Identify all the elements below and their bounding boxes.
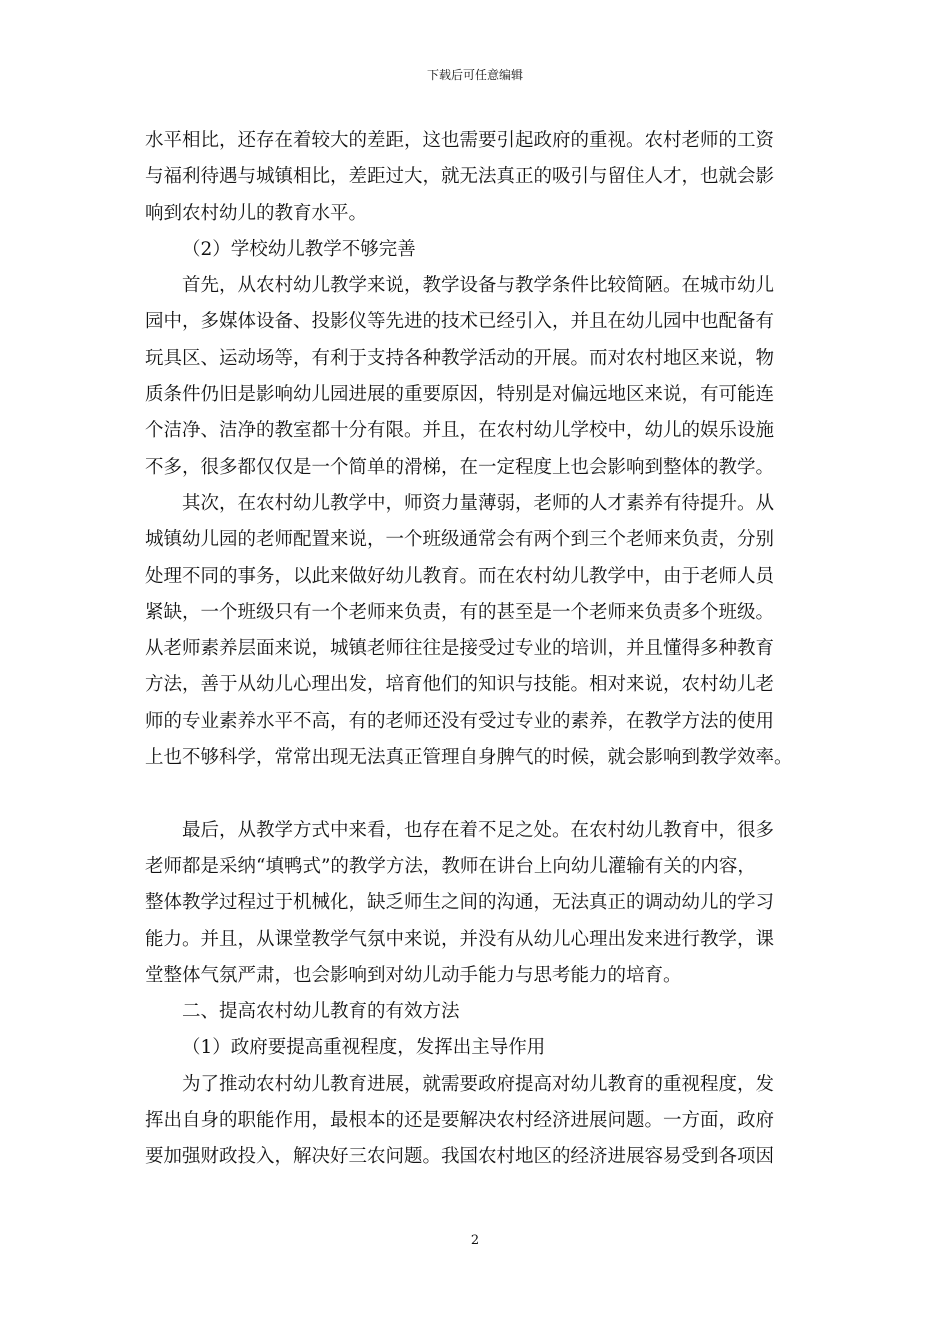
page-number: 2 <box>470 1233 480 1248</box>
text-line: 整体教学过程过于机械化，缺乏师生之间的沟通，无法真正的调动幼儿的学习 <box>145 892 775 914</box>
text-line: 从老师素养层面来说，城镇老师往往是接受过专业的培训，并且懂得多种教育 <box>145 638 775 660</box>
text-line: 响到农村幼儿的教育水平。 <box>145 202 368 224</box>
text-line: 水平相比，还存在着较大的差距，这也需要引起政府的重视。农村老师的工资 <box>145 130 775 151</box>
text-line: 挥出自身的职能作用，最根本的还是要解决农村经济进展问题。一方面，政府 <box>145 1110 775 1132</box>
text-line: 玩具区、运动场等，有利于支持各种教学活动的开展。而对农村地区来说，物 <box>145 347 775 369</box>
text-line: 质条件仍旧是影响幼儿园进展的重要原因，特别是对偏远地区来说，有可能连 <box>145 384 775 406</box>
text-line: 首先，从农村幼儿教学来说，教学设备与教学条件比较简陋。在城市幼儿 <box>182 275 775 297</box>
text-line: 师的专业素养水平不高，有的老师还没有受过专业的素养，在教学方法的使用 <box>145 710 775 732</box>
text-line: 个洁净、洁净的教室都十分有限。并且，在农村幼儿学校中，幼儿的娱乐设施 <box>145 420 775 442</box>
text-line: 紧缺，一个班级只有一个老师来负责，有的甚至是一个老师来负责多个班级。 <box>145 601 775 623</box>
text-line: 老师都是采纳“填鸭式”的教学方法，教师在讲台上向幼儿灌输有关的内容， <box>145 855 756 877</box>
document-body <box>145 123 810 1176</box>
text-line: 与福利待遇与城镇相比，差距过大，就无法真正的吸引与留住人才，也就会影 <box>145 166 775 188</box>
text-line: 为了推动农村幼儿教育进展，就需要政府提高对幼儿教育的重视程度，发 <box>182 1073 775 1095</box>
text-line: 要加强财政投入，解决好三农问题。我国农村地区的经济进展容易受到各项因 <box>145 1146 775 1168</box>
subheading: （2）学校幼儿教学不够完善 <box>182 238 416 260</box>
text-line: 上也不够科学，常常出现无法真正管理自身脾气的时候，就会影响到教学效率。 <box>145 747 793 769</box>
text-line: 堂整体气氛严肃，也会影响到对幼儿动手能力与思考能力的培育。 <box>145 964 682 986</box>
text-line: 其次，在农村幼儿教学中，师资力量薄弱，老师的人才素养有待提升。从 <box>182 492 775 514</box>
text-line: 能力。并且，从课堂教学气氛中来说，并没有从幼儿心理出发来进行教学，课 <box>145 928 775 950</box>
section-heading: 二、提高农村幼儿教育的有效方法 <box>182 1001 460 1023</box>
page-header: 下载后可任意编辑 <box>426 68 523 82</box>
subheading: （1）政府要提高重视程度，发挥出主导作用 <box>182 1037 546 1059</box>
text-line: 城镇幼儿园的老师配置来说，一个班级通常会有两个到三个老师来负责，分别 <box>145 529 775 551</box>
text-line: 处理不同的事务，以此来做好幼儿教育。而在农村幼儿教学中，由于老师人员 <box>145 565 775 587</box>
text-line: 最后，从教学方式中来看，也存在着不足之处。在农村幼儿教育中，很多 <box>182 819 775 841</box>
text-line: 不多，很多都仅仅是一个简单的滑梯，在一定程度上也会影响到整体的教学。 <box>145 456 775 478</box>
blank-line <box>145 776 810 812</box>
text-line: 方法，善于从幼儿心理出发，培育他们的知识与技能。相对来说，农村幼儿老 <box>145 674 775 696</box>
text-line: 园中，多媒体设备、投影仪等先进的技术已经引入，并且在幼儿园中也配备有 <box>145 311 775 333</box>
